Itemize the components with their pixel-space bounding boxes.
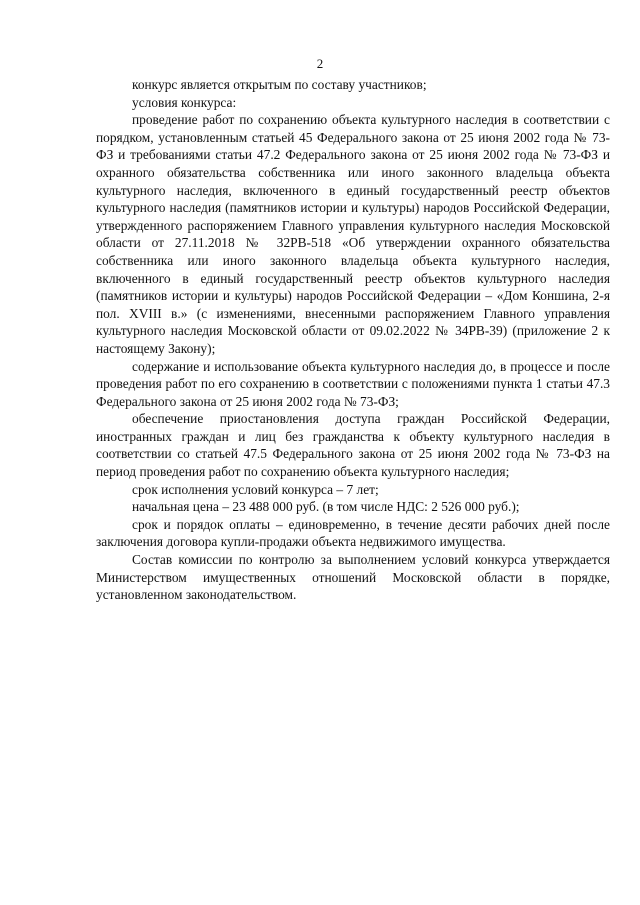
paragraph: содержание и использование объекта культурного наследия до, в процессе и после проведения работ по его сохранению в соответствии с положениями пункта 1 статьи 47.3 Федерального закона от 25 июня 2002 года № 73-ФЗ; (96, 358, 610, 409)
paragraph: начальная цена – 23 488 000 руб. (в том числе НДС: 2 526 000 руб.); (132, 499, 520, 515)
paragraph: Состав комиссии по контролю за выполнением условий конкурса утверждается Министерством имущественных отношений Московской области в порядке, установленном законодательством. (96, 552, 610, 603)
paragraph: конкурс является открытым по составу участников; (132, 77, 427, 92)
paragraph: условия конкурса: (132, 94, 237, 110)
paragraph: срок исполнения условий конкурса – 7 лет; (132, 481, 379, 497)
paragraph: срок и порядок оплаты – единовременно, в течение десяти рабочих дней после заключения договора купли-продажи объекта недвижимого имущества. (96, 516, 610, 550)
document-body (96, 76, 610, 604)
page-number: 2 (316, 56, 324, 71)
paragraph: проведение работ по сохранению объекта культурного наследия в соответствии с порядком, установленным статьей 45 Федерального закона от 25 июня 2002 года № 73-ФЗ и требованиями статьи 47.2 Федерального закона от 25 июня 2002 года № 73-ФЗ и охранного обязательства собственника или иного законного владельца объекта культурного наследия, включенного в единый государственный реестр объектов культурного наследия (памятников истории и культуры) народов Российской Федерации, утвержденного распоряжением Главного управления культурного наследия Московской области от 27.11.2018 № 32РВ-518 «Об утверждении охранного обязательства собственника или иного законного владельца объекта культурного наследия, включенного в единый государственный реестр объектов культурного наследия (памятников истории и культуры) народов Российской Федерации – «Дом Коншина, 2-я пол. XVIII в.» (с изменениями, внесенными распоряжением Главного управления культурного наследия Московской области от 09.02.2022 № 34РВ-39) (приложение 2 к настоящему Закону); (96, 112, 610, 356)
paragraph: обеспечение приостановления доступа граждан Российской Федерации, иностранных граждан и лиц без гражданства к объекту культурного наследия в соответствии со статьей 47.5 Федерального закона от 25 июня 2002 года № 73-ФЗ на период проведения работ по сохранению объекта культурного наследия; (96, 411, 610, 480)
